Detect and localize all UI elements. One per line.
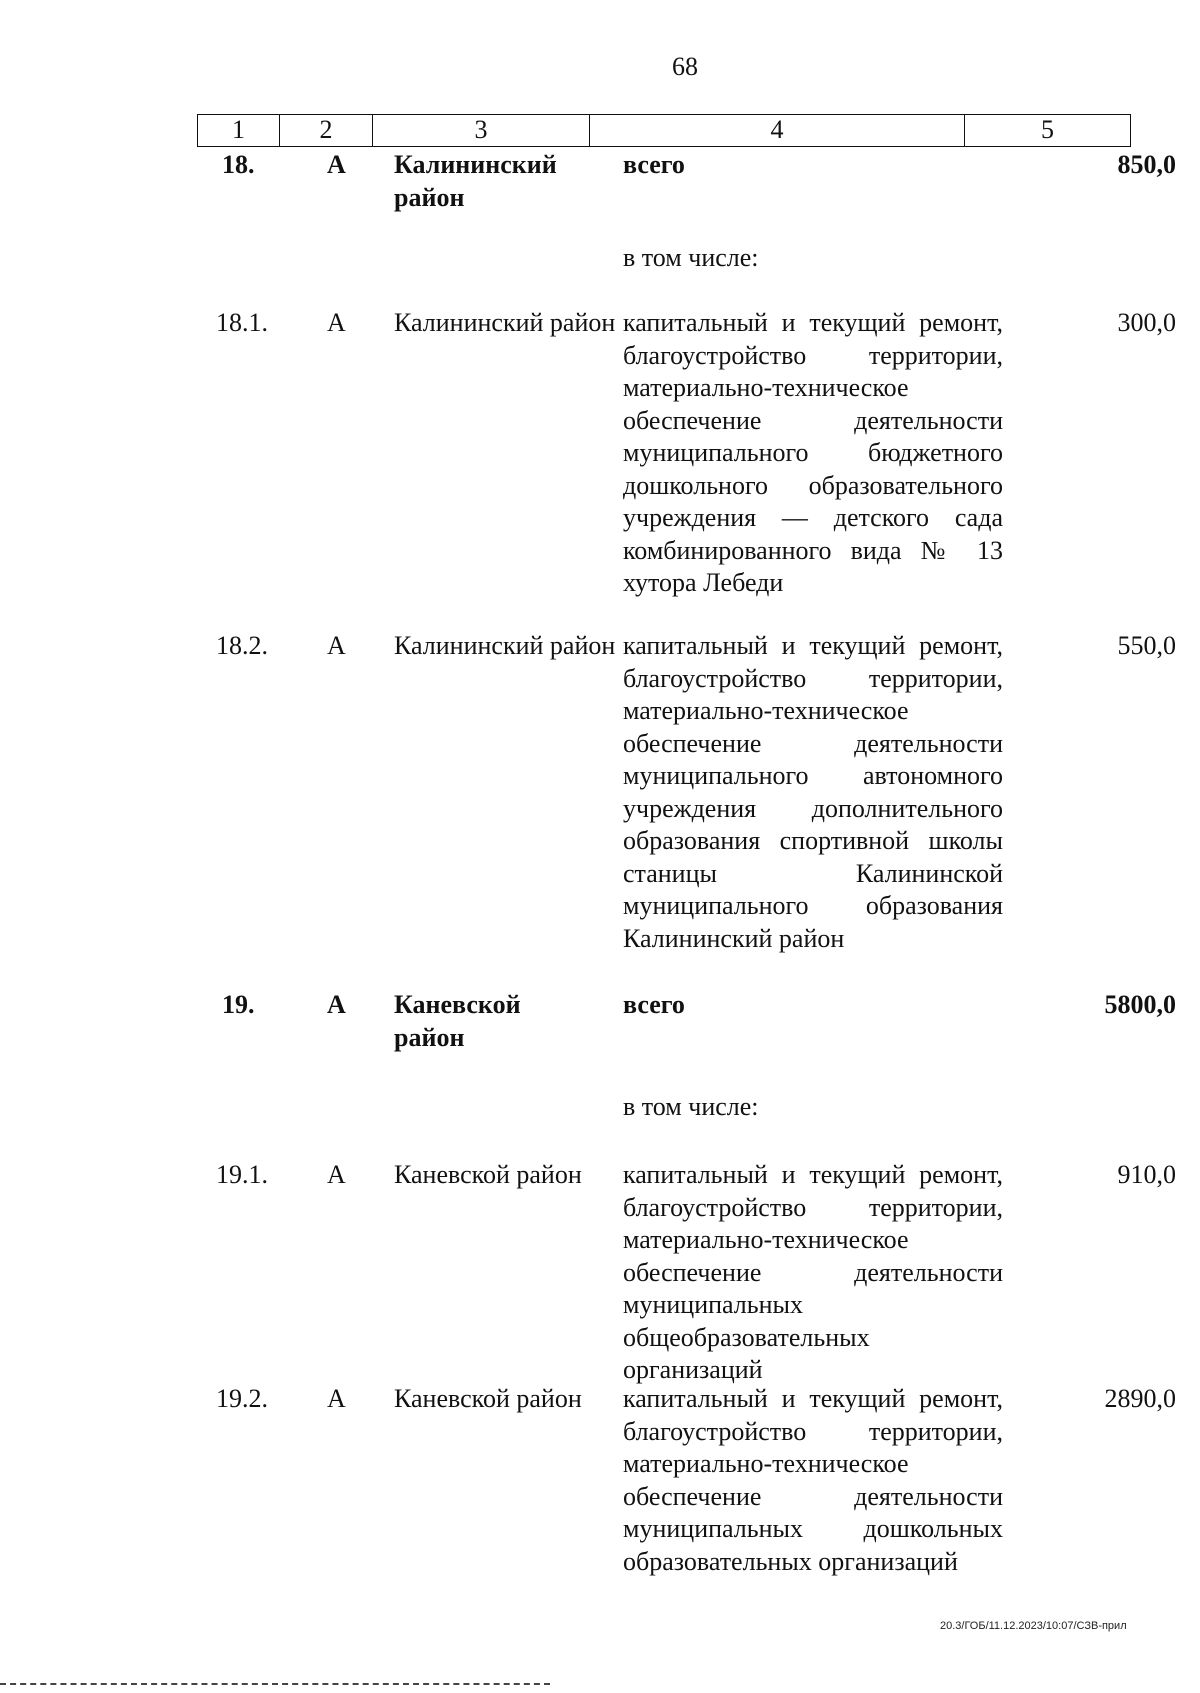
row-number: 18.	[222, 150, 255, 179]
row-description: капитальный и текущий ремонт, благоустройство территории, материально-техническое обеспечение деятельности муниципальных общеобразовательных организаций	[623, 1160, 1003, 1384]
row-number: 18.1.	[216, 308, 268, 337]
row-category: А	[327, 631, 346, 660]
scan-edge-rule	[0, 1683, 550, 1685]
row-number: 18.2.	[216, 631, 268, 660]
row-district: Калининский район	[394, 308, 616, 337]
column-header-1: 1	[198, 115, 280, 146]
row-category: А	[327, 150, 346, 179]
row-number: 19.2.	[216, 1384, 268, 1413]
column-header-2: 2	[280, 115, 373, 146]
column-header-4: 4	[590, 115, 965, 146]
row-sum: 910,0	[1117, 1160, 1176, 1189]
row-sum: 850,0	[1117, 150, 1176, 179]
row-district: Калининский район	[394, 150, 557, 212]
row-district: Каневской район	[394, 1384, 582, 1413]
row-sum: 2890,0	[1104, 1384, 1176, 1413]
row-description: капитальный и текущий ремонт, благоустройство территории, материально-техническое обеспечение деятельности муниципального бюджетного дошкольного образовательного учреждения — детского сада комбинированного вида № 13 хутора Лебеди	[623, 308, 1003, 597]
document-footer-code: 20.3/ГОБ/11.12.2023/10:07/СЗВ-прил	[940, 1620, 1127, 1632]
row-district: Калининский район	[394, 631, 616, 660]
row-description: капитальный и текущий ремонт, благоустройство территории, материально-техническое обеспечение деятельности муниципальных дошкольных образовательных организаций	[623, 1384, 1003, 1576]
row-description: всего	[623, 990, 685, 1019]
row-sum: 5800,0	[1104, 990, 1176, 1019]
column-header-3: 3	[373, 115, 590, 146]
row-number: 19.1.	[216, 1160, 268, 1189]
column-header-row	[197, 114, 1131, 147]
subtotal-label: в том числе:	[623, 243, 759, 272]
row-description: всего	[623, 150, 685, 179]
row-category: А	[327, 1160, 346, 1189]
row-category: А	[327, 1384, 346, 1413]
column-header-5: 5	[1041, 115, 1054, 144]
row-category: А	[327, 308, 346, 337]
row-number: 19.	[222, 990, 255, 1019]
row-district: Каневской район	[394, 1160, 582, 1189]
row-district: Каневской район	[394, 990, 521, 1052]
row-sum: 300,0	[1117, 308, 1176, 337]
row-sum: 550,0	[1117, 631, 1176, 660]
subtotal-label: в том числе:	[623, 1092, 759, 1121]
row-description: капитальный и текущий ремонт, благоустройство территории, материально-техническое обеспечение деятельности муниципального автономного учреждения дополнительного образования спортивной школы станицы Калининской муниципального образования Калининский район	[623, 631, 1003, 953]
page-number: 68	[672, 52, 698, 81]
row-category: А	[327, 990, 346, 1019]
